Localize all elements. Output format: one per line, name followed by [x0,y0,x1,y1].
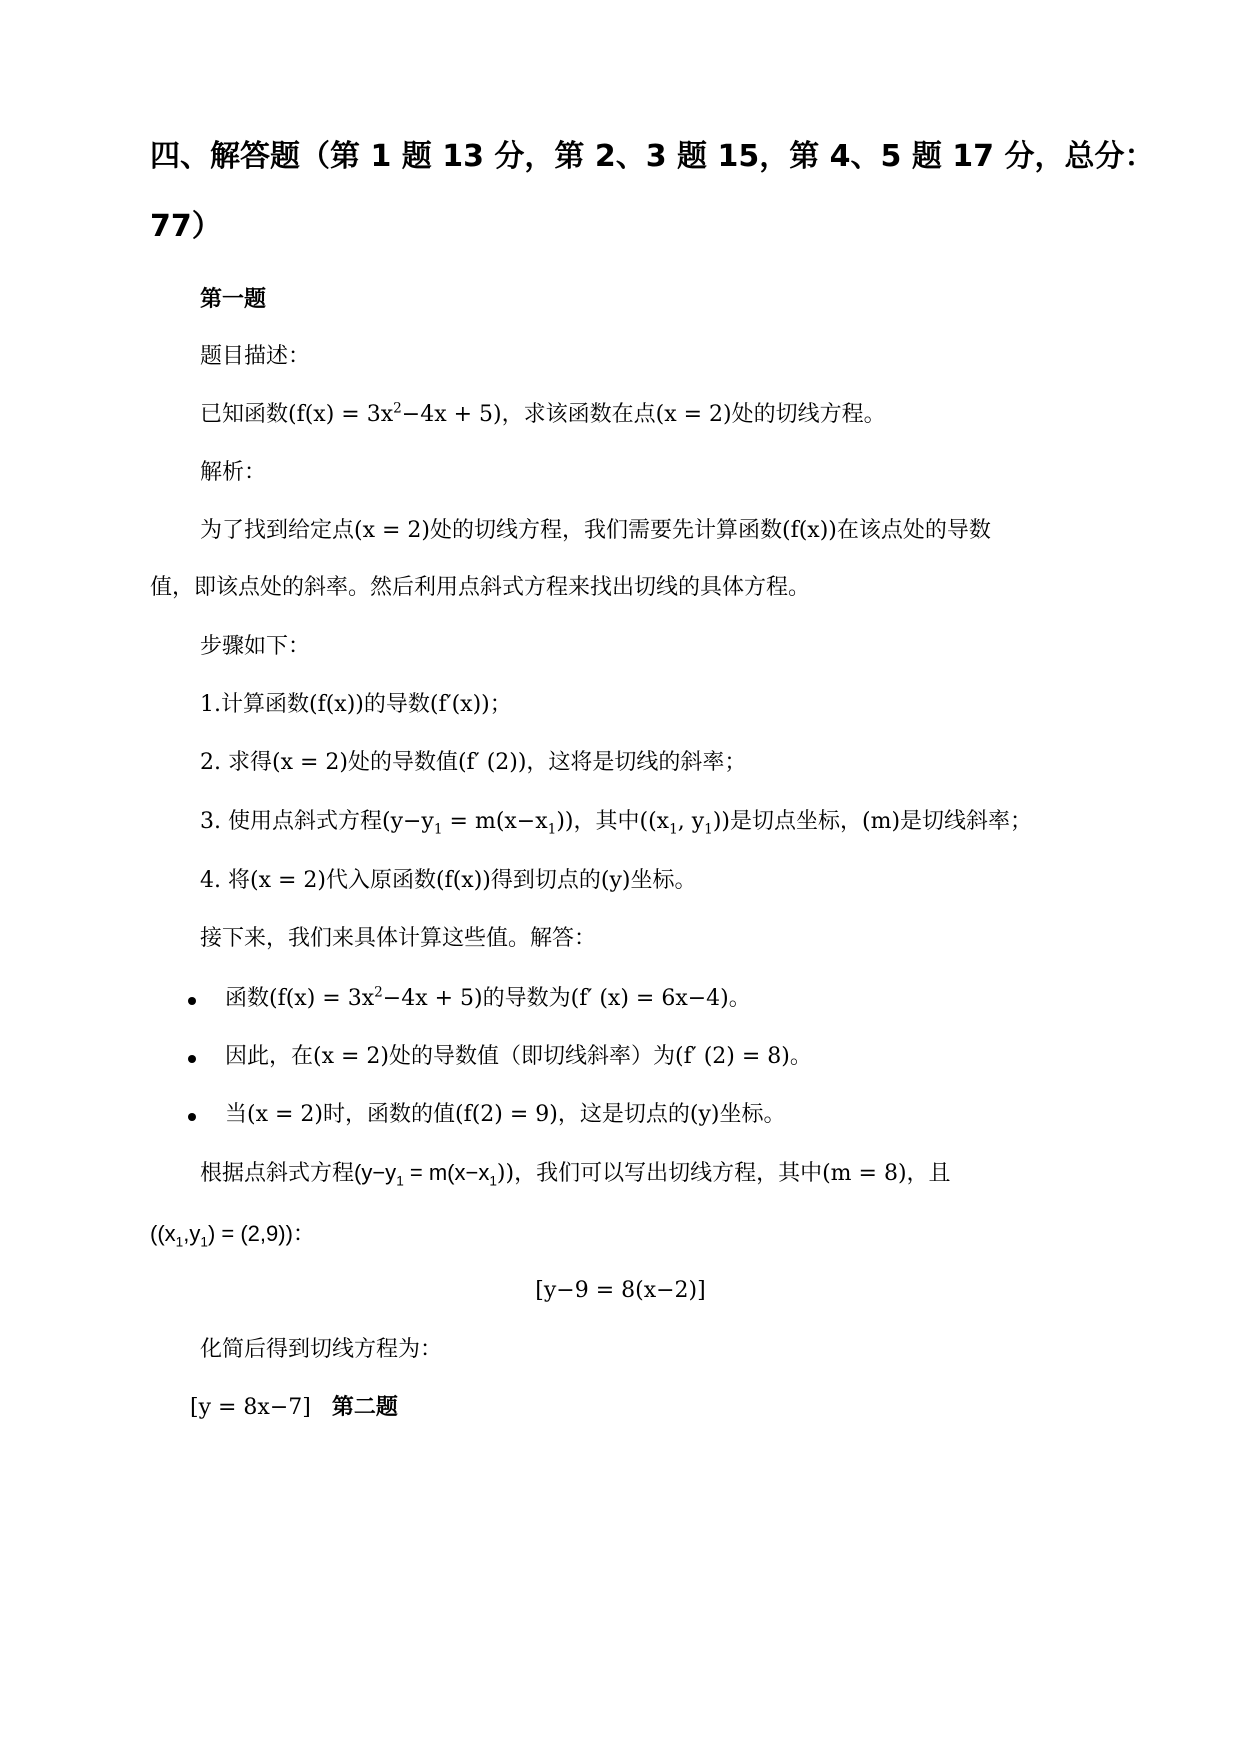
step-4: 4. 将(x = 2)代入原函数(f(x))得到切点的(y)坐标。 [200,868,697,893]
step-3 [200,807,1032,837]
bullet-icon [188,1055,196,1063]
apply-line [200,1158,951,1189]
description-text-part: −4x + 5)，求该函数在点(x = 2)处的切线方程。 [401,402,886,427]
bullet-1-part: −4x + 5)的导数为(f′ (x) = 6x−4)。 [382,986,751,1011]
subscript: 1 [704,821,713,838]
coordinate-part: ((x [150,1221,176,1246]
coordinate-part: ,y [183,1221,201,1246]
subscript: 1 [396,1173,404,1189]
steps-label: 步骤如下： [200,634,311,659]
apply-line-part: 根据点斜式方程(y−y [200,1160,397,1185]
step-3-part: 3. 使用点斜式方程(y−y [200,809,434,834]
subscript: 1 [489,1173,497,1189]
exponent: 2 [374,984,383,1001]
next-text: 接下来，我们来具体计算这些值。解答： [200,926,597,951]
bullet-1 [225,984,751,1014]
section-heading-line1: 四、解答题（第 1 题 13 分，第 2、3 题 15，第 4、5 题 17 分，总分： [150,139,1155,174]
question-2-title: 第二题 [331,1395,398,1420]
coordinate-line [150,1219,315,1249]
subscript: 1 [547,821,557,838]
section-heading-line2: 77） [150,209,222,244]
analysis-label: 解析： [200,460,267,485]
bullet-1-part: 函数(f(x) = 3x [225,986,375,1011]
step-3-part: = m(x−x [442,809,548,834]
coordinate-part: ) = (2,9))： [207,1221,315,1246]
description-text [200,400,886,430]
bullet-icon [188,1113,196,1121]
simplify-text: 化简后得到切线方程为： [200,1337,443,1362]
exponent: 2 [393,400,402,417]
subscript: 1 [175,1234,184,1250]
step-2: 2. 求得(x = 2)处的导数值(f′ (2))，这将是切线的斜率； [200,750,747,775]
subscript: 1 [433,821,443,838]
question-1-title: 第一题 [200,287,267,312]
step-3-part: ))，其中((x [556,809,670,834]
result-line [190,1393,398,1423]
subscript: 1 [200,1234,208,1250]
subscript: 1 [669,821,678,838]
step-3-part: , y [677,809,705,834]
step-3-part: ))是切点坐标，(m)是切线斜率； [712,809,1033,834]
description-label: 题目描述： [200,344,311,369]
step-1: 1.计算函数(f(x))的导数(f′(x))； [200,692,512,717]
analysis-line-2: 值，即该点处的斜率。然后利用点斜式方程来找出切线的具体方程。 [150,575,811,600]
result-equation: [y = 8x−7] [190,1395,311,1420]
bullet-icon [188,997,196,1005]
bullet-3: 当(x = 2)时，函数的值(f(2) = 9)，这是切点的(y)坐标。 [225,1102,786,1127]
analysis-line-1: 为了找到给定点(x = 2)处的切线方程，我们需要先计算函数(f(x))在该点处的导数 [200,518,991,543]
description-text-part: 已知函数(f(x) = 3x [200,402,394,427]
apply-line-part: = m(x−x [403,1160,490,1185]
apply-line-part: ))，我们可以写出切线方程，其中(m = 8)，且 [496,1161,951,1186]
tangent-equation: [y−9 = 8(x−2)] [535,1278,706,1303]
bullet-2: 因此，在(x = 2)处的导数值（即切线斜率）为(f′ (2) = 8)。 [225,1044,812,1069]
